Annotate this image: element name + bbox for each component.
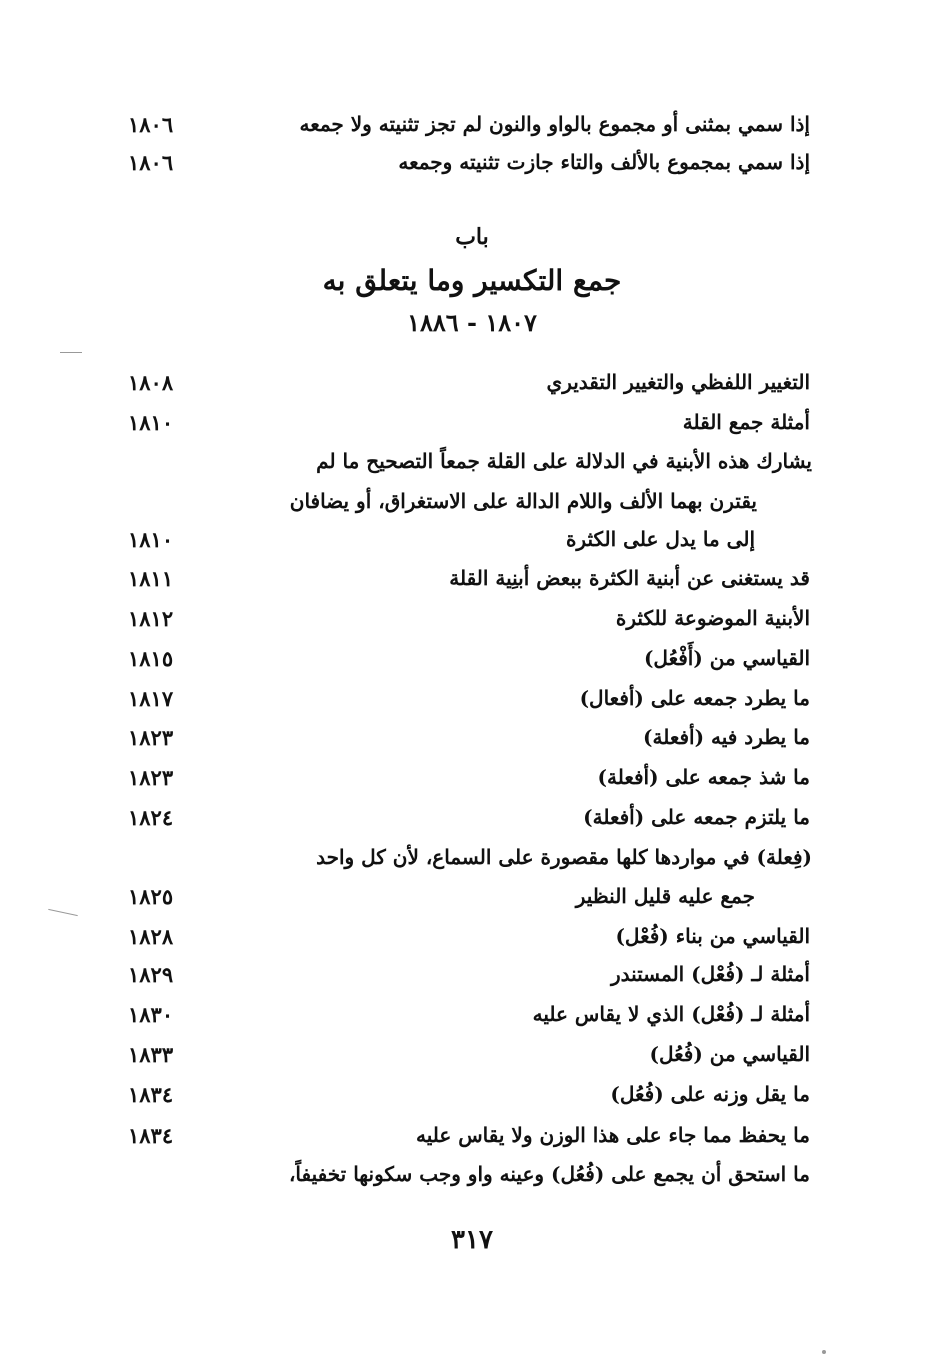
index-entry [120,918,810,954]
section-label: باب [455,224,489,250]
scan-speck [60,352,82,353]
index-entry [120,404,810,440]
entry-text: إلى ما يدل على الكثرة [565,527,755,551]
index-entry [120,799,810,835]
section-title: جمع التكسير وما يتعلق به [322,264,622,297]
entry-page: ١٨١٢ [128,605,174,631]
entry-page: ١٨٠٦ [128,111,174,137]
entry-page: ١٨٣٣ [128,1041,174,1067]
entry-page: ١٨١٠ [128,409,174,435]
index-entry [120,996,810,1032]
entry-text: الأبنية الموضوعة للكثرة [615,606,810,630]
entry-page: ١٨٢٥ [128,883,174,909]
entry-text: أمثلة لـ (فُعْل) الذي لا يقاس عليه [532,1002,810,1026]
entry-page: ١٨١٥ [128,645,174,671]
entry-text: (فِعلة) في مواردها كلها مقصورة على السماع، لأن كل واحد [316,845,812,869]
index-entry [120,521,810,557]
entry-text: إذا سمي بمثنى أو مجموع بالواو والنون لم تجز تثنيته ولا جمعه [299,112,810,136]
index-entry [120,680,810,716]
entry-text: ما شذ جمعه على (أفعلة) [597,765,810,789]
entry-text: القياسي من بناء (فُعْل) [615,924,810,948]
entry-text: التغيير اللفظي والتغيير التقديري [546,370,810,394]
index-entry [120,106,810,142]
entry-text: إذا سمي بمجموع بالألف والتاء جازت تثنيته وجمعه [398,150,810,174]
index-entry [200,839,812,875]
entry-text: ما استحق أن يجمع على (فُعُل) وعينه واو وجب سكونها تخفيفاً، [288,1162,810,1186]
page-number: ٣١٧ [451,1225,493,1255]
index-entry [120,759,810,795]
entry-text: أمثلة لـ (فُعْل) المستندر [610,962,810,986]
index-entry [200,483,812,519]
index-entry [120,1076,810,1112]
index-entry [120,640,810,676]
entry-page: ١٨٢٣ [128,764,174,790]
entry-text: ما يطرد جمعه على (أفعال) [579,686,810,710]
entry-page: ١٨٢٣ [128,724,174,750]
entry-page: ١٨١١ [128,565,174,591]
entry-page: ١٨١٧ [128,685,174,711]
entry-text: يشارك هذه الأبنية في الدلالة على القلة جمعاً التصحيح ما لم [316,449,812,473]
index-entry [120,878,810,914]
entry-text: يقترن بهما الألف واللام الدالة على الاستغراق، أو يضافان [289,489,757,513]
entry-text: أمثلة جمع القلة [682,410,810,434]
entry-text: القياسي من (فُعُل) [649,1042,810,1066]
entry-page: ١٨٣٠ [128,1001,174,1027]
entry-page: ١٨٠٦ [128,149,174,175]
entry-page: ١٨١٠ [128,526,174,552]
index-entry [120,1117,810,1153]
entry-page: ١٨٢٨ [128,923,174,949]
scan-speck [822,1350,826,1354]
index-entry [120,1156,810,1192]
entry-page: ١٨٢٩ [128,961,174,987]
entry-page: ١٨٢٤ [128,804,174,830]
entry-text: ما يقل وزنه على (فُعُل) [610,1082,810,1106]
index-entry [120,144,810,180]
entry-text: القياسي من (أَفْعُل) [643,646,810,670]
entry-page: ١٨٠٨ [128,369,174,395]
index-entry [120,1036,810,1072]
index-entry [200,443,812,479]
scan-speck [48,909,78,916]
index-entry [120,719,810,755]
entry-text: ما يطرد فيه (أفعلة) [643,725,810,749]
entry-page: ١٨٣٤ [128,1081,174,1107]
index-entry [120,600,810,636]
index-entry [120,560,810,596]
entry-text: ما يلتزم جمعه على (أفعلة) [583,805,810,829]
entry-text: ما يحفظ مما جاء على هذا الوزن ولا يقاس عليه [415,1123,810,1147]
index-entry [120,956,810,992]
section-page-range: ١٨٠٧ - ١٨٨٦ [407,308,537,337]
entry-text: جمع عليه قليل النظير [575,884,755,908]
entry-page: ١٨٣٤ [128,1122,174,1148]
entry-text: قد يستغنى عن أبنية الكثرة ببعض أبنِية القلة [449,566,810,590]
index-entry [120,364,810,400]
